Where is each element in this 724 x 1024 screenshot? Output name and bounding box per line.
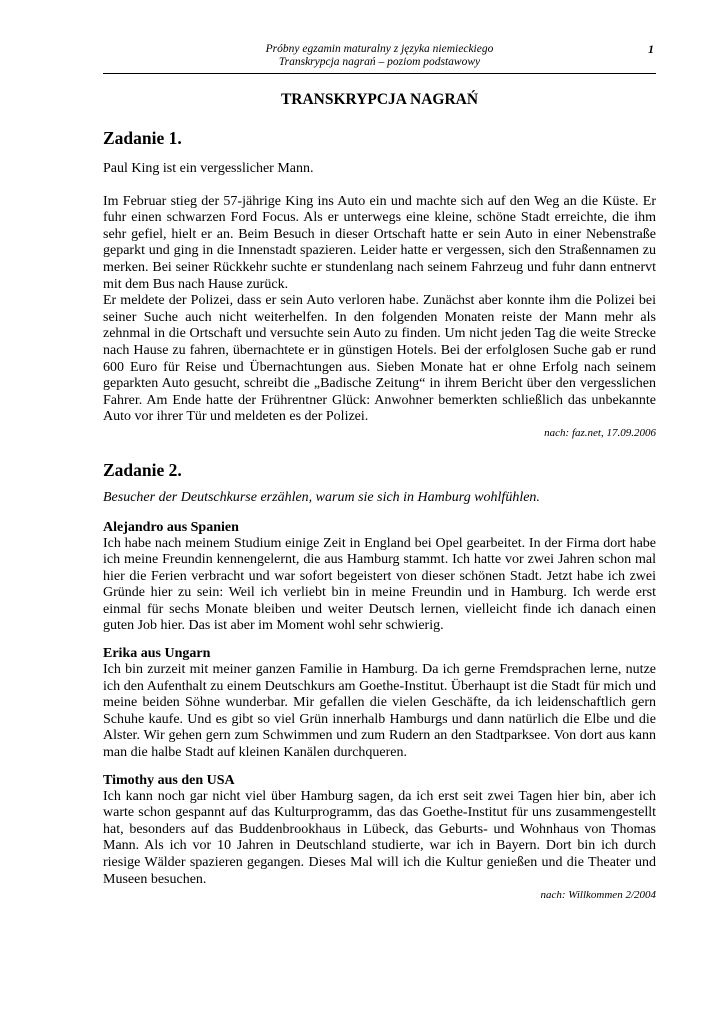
page-number: 1 xyxy=(648,42,654,56)
task-2-intro: Besucher der Deutschkurse erzählen, warum sie sich in Hamburg wohlfühlen. xyxy=(103,489,540,505)
task-1-lead: Paul King ist ein vergesslicher Mann. xyxy=(103,161,314,176)
speaker-name: Erika aus Ungarn xyxy=(103,646,211,662)
speaker-name: Timothy aus den USA xyxy=(103,772,235,788)
page-header xyxy=(103,43,656,74)
header-subtitle: Transkrypcja nagrań – poziom podstawowy xyxy=(278,56,481,68)
task-1-heading: Zadanie 1. xyxy=(103,128,182,148)
speaker-name: Alejandro aus Spanien xyxy=(103,519,239,535)
document-title: TRANSKRYPCJA NAGRAŃ xyxy=(280,91,479,108)
speaker-text: Ich kann noch gar nicht viel über Hamburg sagen, da ich erst seit zwei Tagen hier bin, aber ich warte schon gespannt auf das Kulturprogramm, das das Goethe-Institut für uns zusammengestellt hat, besonders auf das Buddenbrookhaus in Lübeck, das Geburts- und Wohnhaus von Thomas Mann. Als ich vor 10 Jahren in Deutschland studierte, war ich in Bayern. Dort bin ich durch riesige Wälder spazieren gegangen. Dieses Mal will ich die Kultur genießen und die Theater und Museen besuchen. xyxy=(103,788,656,887)
speaker-block-timothy xyxy=(103,772,656,889)
task-2-source: nach: Willkommen 2/2004 xyxy=(540,889,656,902)
speaker-text: Ich bin zurzeit mit meiner ganzen Familie in Hamburg. Da ich gerne Fremdsprachen lerne, nutze ich den Aufenthalt zu einem Deutschkurs am Goethe-Institut. Überhaupt ist die Stadt für mich und meine beiden Söhne wunderbar. Mir gefallen die vielen Geschäfte, da ich leidenschaftlich gern Schuhe kaufe. Und es gibt so viel Grün innerhalb Hamburgs und dann natürlich die Elbe und die Alster. Wir gehen gern zum Schwimmen und zum Rudern an den Stadtparksee. Von dort aus kann man die halbe Stadt auf kleinen Kanälen durchqueren. xyxy=(103,662,656,761)
task-1-section xyxy=(103,128,656,440)
document-page xyxy=(103,0,656,902)
task-1-source: nach: faz.net, 17.09.2006 xyxy=(544,426,656,439)
task-2-section xyxy=(103,460,656,902)
task-1-paragraph-2: Er meldete der Polizei, dass er sein Auto verloren habe. Zunächst aber konnte ihm die Polizei bei seiner Suche auch nicht weiterhelfen. In den folgenden Monaten reiste der Mann mehr als zehnmal in die Ortschaft und versuchte sein Auto zu finden. Um nicht jeden Tag die weite Strecke nach Hause zu fahren, übernachtete er in günstigen Hotels. Bei der erfolglosen Suche gab er rund 600 Euro für Reise und Übernachtungen aus. Sieben Monate hat er ohne Erfolg nach seinem geparkten Auto gesucht, schreibt die „Badische Zeitung“ in ihrem Bericht über den vergesslichen Fahrer. Am Ende hatte der Frührentner Glück: Anwohner bemerkten schließlich das unbekannte Auto vor ihrer Tür und meldeten es der Polizei. xyxy=(103,293,656,425)
header-exam-title: Próbny egzamin maturalny z języka niemieckiego xyxy=(265,43,494,55)
speaker-block-erika xyxy=(103,645,656,762)
task-2-heading: Zadanie 2. xyxy=(103,459,182,480)
speaker-text: Ich habe nach meinem Studium einige Zeit in England bei Opel gearbeitet. In der Firma dort habe ich meine Freundin kennengelernt, die aus Hamburg stammt. Ich hatte vor zwei Jahren schon mal hier die Ferien verbracht und war sofort begeistert von dieser schönen Stadt. Jetzt habe ich zwei Gründe hier zu sein: Weil ich verliebt bin in meine Freundin und in Hamburg. Ich werde erst einmal für sechs Monate bleiben und weiter Deutsch lernen, vielleicht finde ich danach einen guten Job hier. Das ist aber im Moment wohl sehr schwierig. xyxy=(103,535,656,634)
task-1-paragraph-1: Im Februar stieg der 57-jährige King ins Auto ein und machte sich auf den Weg an die Küste. Er fuhr einen schwarzen Ford Focus. Als er unterwegs eine kleine, schöne Stadt erreichte, die ihm sehr gefiel, hielt er an. Beim Besuch in dieser Ortschaft hatte er sein Auto in einer Nebenstraße geparkt und ging in die Innenstadt spazieren. Leider hatte er vergessen, sich den Straßennamen zu merken. Bei seiner Rückkehr suchte er stundenlang nach seinem Fahrzeug und fuhr dann entnervt mit dem Bus nach Hause zurück. xyxy=(103,193,656,292)
speaker-block-alejandro xyxy=(103,519,656,636)
